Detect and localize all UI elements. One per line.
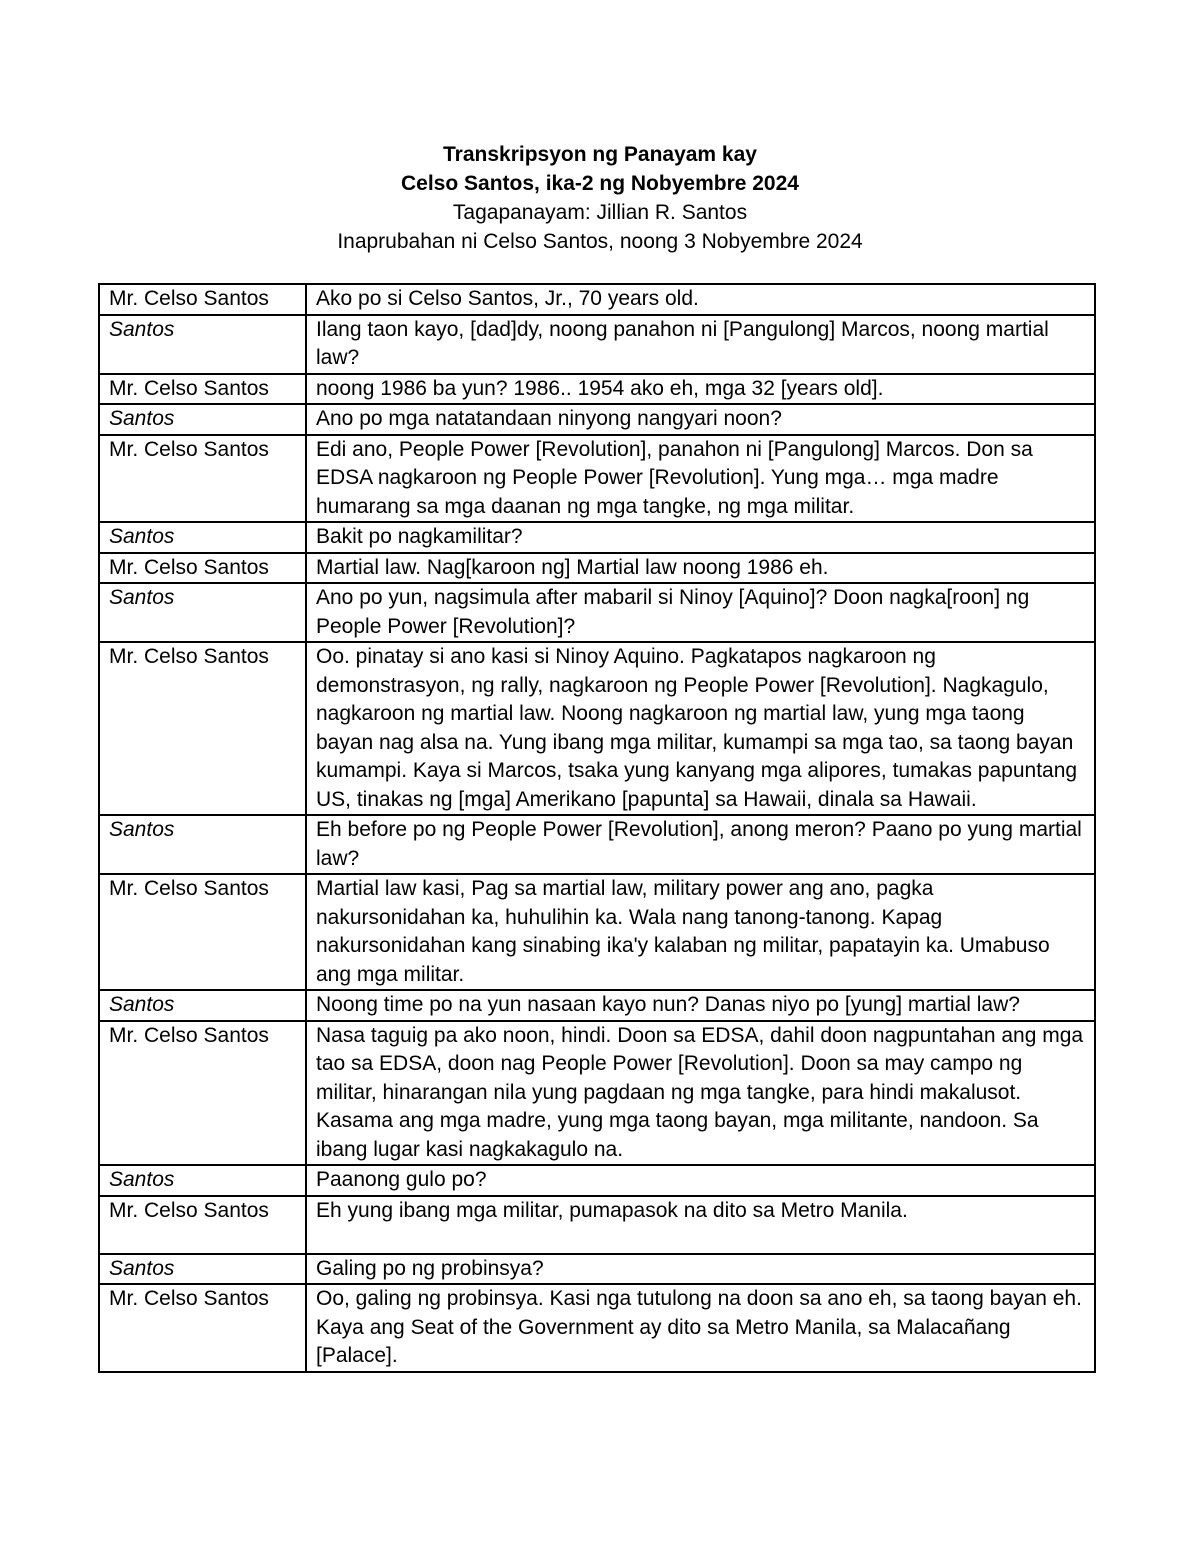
speaker-cell: Santos <box>99 815 306 874</box>
table-row <box>99 1284 1095 1372</box>
table-row <box>99 990 1095 1021</box>
interviewer-line: Tagapanayam: Jillian R. Santos <box>452 201 748 224</box>
utterance-cell: Noong time po na yun nasaan kayo nun? Danas niyo po [yung] martial law? <box>306 990 1095 1021</box>
speaker-cell: Mr. Celso Santos <box>99 284 306 315</box>
utterance-cell: Edi ano, People Power [Revolution], panahon ni [Pangulong] Marcos. Don sa EDSA nagkaroon ng People Power [Revolution]. Yung mga… mga madre humarang sa mga daanan ng mga tangke, ng mga militar. <box>306 435 1095 523</box>
table-row <box>99 315 1095 374</box>
utterance-cell: Galing po ng probinsya? <box>306 1254 1095 1285</box>
utterance-cell: Eh before po ng People Power [Revolution], anong meron? Paano po yung martial law? <box>306 815 1095 874</box>
document-subtitle: Celso Santos, ika-2 ng Nobyembre 2024 <box>401 172 799 195</box>
document-header <box>0 140 1200 256</box>
speaker-cell: Santos <box>99 1254 306 1285</box>
table-row <box>99 435 1095 523</box>
table-row <box>99 874 1095 990</box>
table-row <box>99 583 1095 642</box>
table-row <box>99 374 1095 405</box>
speaker-cell: Mr. Celso Santos <box>99 1284 306 1372</box>
utterance-cell: Nasa taguig pa ako noon, hindi. Doon sa EDSA, dahil doon nagpuntahan ang mga tao sa EDSA, doon nag People Power [Revolution]. Doon sa may campo ng militar, hinarangan nila yung pagdaan ng mga tangke, para hindi makalusot. Kasama ang mga madre, yung mga taong bayan, mga militante, nandoon. Sa ibang lugar kasi nagkakagulo na. <box>306 1021 1095 1166</box>
speaker-cell: Mr. Celso Santos <box>99 1021 306 1166</box>
speaker-cell: Santos <box>99 404 306 435</box>
utterance-cell: Paanong gulo po? <box>306 1165 1095 1196</box>
utterance-cell: Oo. pinatay si ano kasi si Ninoy Aquino. Pagkatapos nagkaroon ng demonstrasyon, ng rally, nagkaroon ng People Power [Revolution]. Nagkagulo, nagkaroon ng martial law. Noong nagkaroon ng martial law, yung mga taong bayan nag alsa na. Yung ibang mga militar, kumampi sa mga tao, sa taong bayan kumampi. Kaya si Marcos, tsaka yung kanyang mga alipores, tumakas papuntang US, tinakas ng [mga] Amerikano [papunta] sa Hawaii, dinala sa Hawaii. <box>306 642 1095 815</box>
transcript-table <box>98 283 1096 1373</box>
utterance-cell: Martial law kasi, Pag sa martial law, military power ang ano, pagka nakursonidahan ka, huhulihin ka. Wala nang tanong-tanong. Kapag nakursonidahan kang sinabing ika'y kalaban ng militar, papatayin ka. Umabuso ang mga militar. <box>306 874 1095 990</box>
speaker-cell: Mr. Celso Santos <box>99 1196 306 1254</box>
table-row <box>99 815 1095 874</box>
table-row <box>99 1165 1095 1196</box>
speaker-cell: Santos <box>99 522 306 553</box>
utterance-cell: Ako po si Celso Santos, Jr., 70 years old. <box>306 284 1095 315</box>
speaker-cell: Mr. Celso Santos <box>99 642 306 815</box>
table-row <box>99 1021 1095 1166</box>
utterance-cell: Bakit po nagkamilitar? <box>306 522 1095 553</box>
speaker-cell: Mr. Celso Santos <box>99 435 306 523</box>
utterance-cell: Eh yung ibang mga militar, pumapasok na dito sa Metro Manila. <box>306 1196 1095 1254</box>
speaker-cell: Mr. Celso Santos <box>99 374 306 405</box>
table-row <box>99 1196 1095 1254</box>
speaker-cell: Santos <box>99 1165 306 1196</box>
utterance-cell: Oo, galing ng probinsya. Kasi nga tutulong na doon sa ano eh, sa taong bayan eh. Kaya ang Seat of the Government ay dito sa Metro Manila, sa Malacañang [Palace]. <box>306 1284 1095 1372</box>
speaker-cell: Santos <box>99 990 306 1021</box>
utterance-cell: Ano po mga natatandaan ninyong nangyari noon? <box>306 404 1095 435</box>
utterance-cell: noong 1986 ba yun? 1986.. 1954 ako eh, mga 32 [years old]. <box>306 374 1095 405</box>
utterance-cell: Martial law. Nag[karoon ng] Martial law noong 1986 eh. <box>306 553 1095 584</box>
utterance-cell: Ilang taon kayo, [dad]dy, noong panahon ni [Pangulong] Marcos, noong martial law? <box>306 315 1095 374</box>
table-row <box>99 1254 1095 1285</box>
utterance-cell: Ano po yun, nagsimula after mabaril si Ninoy [Aquino]? Doon nagka[roon] ng People Power [Revolution]? <box>306 583 1095 642</box>
document-title: Transkripsyon ng Panayam kay <box>443 143 757 166</box>
table-row <box>99 404 1095 435</box>
table-row <box>99 284 1095 315</box>
table-row <box>99 553 1095 584</box>
speaker-cell: Santos <box>99 315 306 374</box>
table-row <box>99 522 1095 553</box>
speaker-cell: Mr. Celso Santos <box>99 874 306 990</box>
table-row <box>99 642 1095 815</box>
speaker-cell: Mr. Celso Santos <box>99 553 306 584</box>
speaker-cell: Santos <box>99 583 306 642</box>
approval-line: Inaprubahan ni Celso Santos, noong 3 Nobyembre 2024 <box>337 230 863 253</box>
